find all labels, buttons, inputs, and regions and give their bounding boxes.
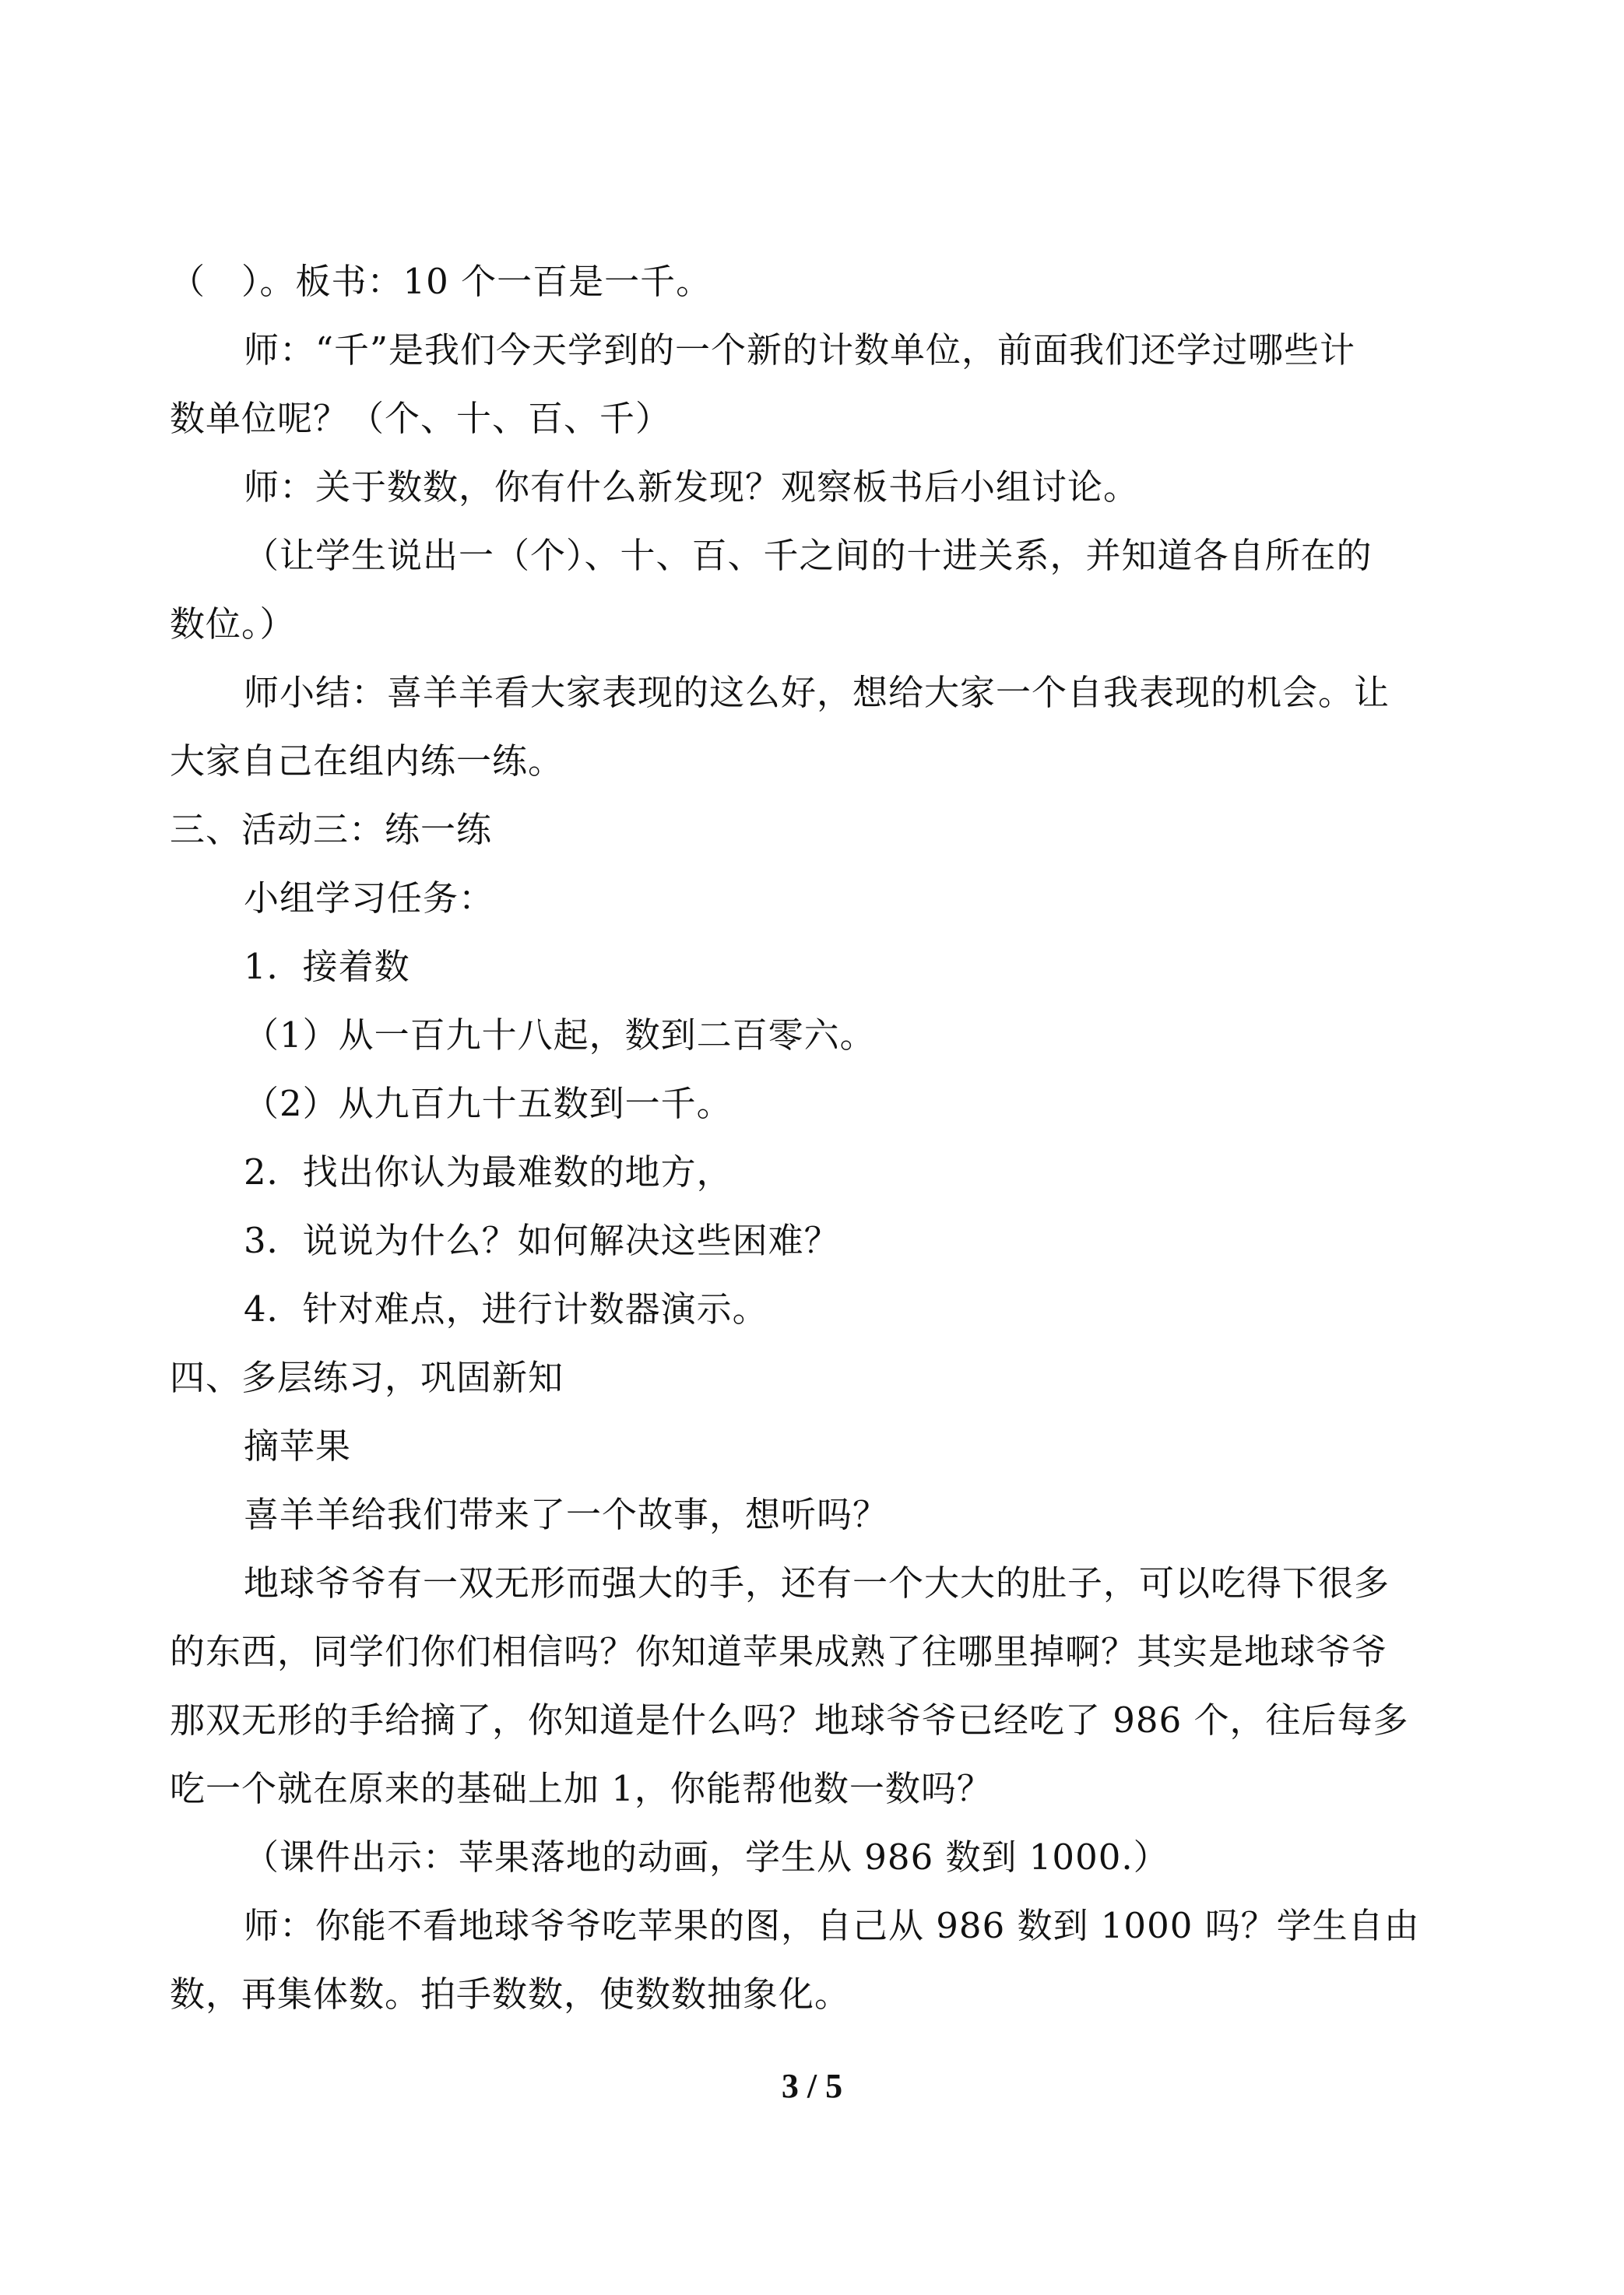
list-item: 2．找出你认为最难数的地方， — [244, 1151, 733, 1193]
text-line: 地球爷爷有一双无形而强大的手，还有一个大大的肚子，可以吃得下很多 — [244, 1562, 1390, 1604]
text-line: 数，再集体数。拍手数数，使数数抽象化。 — [170, 1973, 851, 2015]
text-line: 师：“千”是我们今天学到的一个新的计数单位，前面我们还学过哪些计 — [244, 329, 1356, 371]
section-heading: 三、活动三：练一练 — [170, 809, 493, 850]
list-item: 1．接着数 — [244, 946, 410, 987]
list-item: 4．针对难点，进行计数器演示。 — [244, 1288, 768, 1330]
text-line: 摘苹果 — [244, 1425, 352, 1467]
text-line: 师小结：喜羊羊看大家表现的这么好，想给大家一个自我表现的机会。让 — [244, 672, 1390, 713]
text-line: （课件出示：苹果落地的动画，学生从 986 数到 1000.） — [244, 1836, 1169, 1878]
document-body — [170, 248, 1454, 2029]
section-heading: 四、多层练习，巩固新知 — [170, 1357, 564, 1398]
text-line: 师：关于数数，你有什么新发现？观察板书后小组讨论。 — [244, 466, 1140, 508]
text-line: （ ）。板书：10 个一百是一千。 — [170, 261, 712, 302]
text-line: （让学生说出一（个）、十、百、千之间的十进关系，并知道各自所在的 — [244, 535, 1373, 576]
page-number: 3 / 5 — [781, 2067, 843, 2105]
text-line: 的东西，同学们你们相信吗？你知道苹果成熟了往哪里掉啊？其实是地球爷爷 — [170, 1631, 1388, 1672]
text-line: 小组学习任务： — [244, 877, 495, 919]
text-line: 大家自己在组内练一练。 — [170, 740, 564, 782]
text-line: 喜羊羊给我们带来了一个故事，想听吗？ — [244, 1494, 889, 1535]
text-line: 数单位呢？（个、十、百、千） — [170, 398, 672, 439]
text-line: 那双无形的手给摘了，你知道是什么吗？地球爷爷已经吃了 986 个，往后每多 — [170, 1699, 1409, 1741]
text-line: 吃一个就在原来的基础上加 1，你能帮他数一数吗？ — [170, 1768, 993, 1809]
list-item: 3．说说为什么？如何解决这些困难？ — [244, 1220, 840, 1261]
list-item: （1）从一百九十八起，数到二百零六。 — [244, 1014, 876, 1056]
text-line: 数位。） — [170, 603, 296, 645]
text-line: 师：你能不看地球爷爷吃苹果的图，自己从 986 数到 1000 吗？学生自由 — [244, 1905, 1420, 1946]
list-item: （2）从九百九十五数到一千。 — [244, 1083, 733, 1124]
